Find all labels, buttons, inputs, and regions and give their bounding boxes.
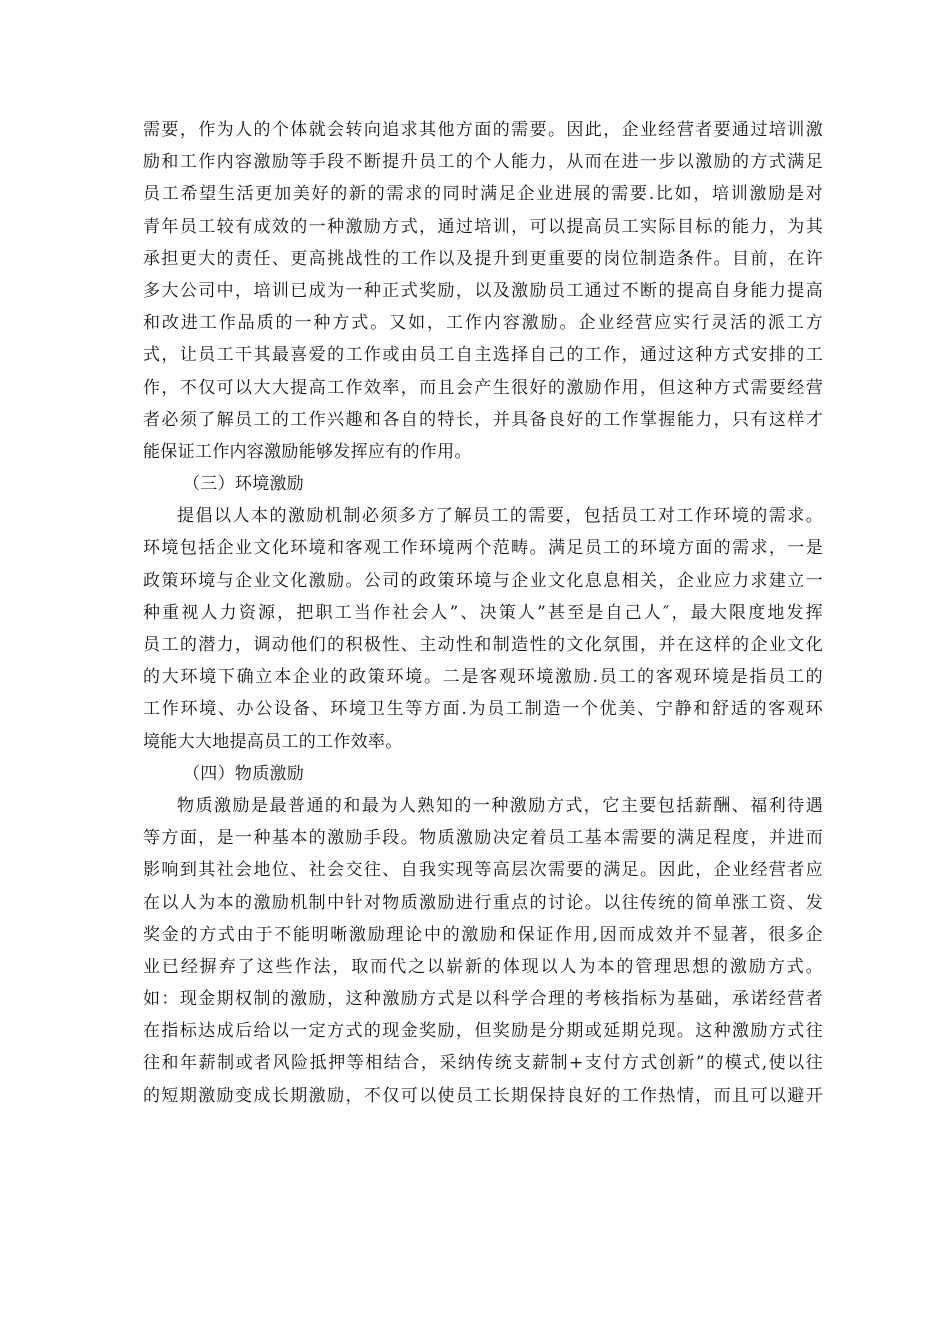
paragraph-line: 员工希望生活更加美好的新的需求的同时满足企业进展的需要.比如，培训激励是对 xyxy=(143,184,823,205)
paragraph-line: 需要，作为人的个体就会转向追求其他方面的需要。因此，企业经营者要通过培训激 xyxy=(143,120,823,140)
paragraph-line: 奖金的方式由于不能明晰激励理论中的激励和保证作用,因而成效并不显著，很多企 xyxy=(143,924,823,945)
paragraph-line: 如：现金期权制的激励，这种激励方式是以科学合理的考核指标为基础，承诺经营者 xyxy=(143,989,823,1010)
paragraph-line: 提倡以人本的激励机制必须多方了解员工的需要，包括员工对工作环境的需求。 xyxy=(177,506,823,527)
section-heading: （四）物质激励 xyxy=(183,763,305,784)
paragraph-line: 等方面，是一种基本的激励手段。物质激励决定着员工基本需要的满足程度，并进而 xyxy=(143,828,823,849)
paragraph-line: 物质激励是最普通的和最为人熟知的一种激励方式，它主要包括薪酬、福利待遇 xyxy=(177,795,823,816)
paragraph-line: 在指标达成后给以一定方式的现金奖励，但奖励是分期或延期兑现。这种激励方式往 xyxy=(143,1021,823,1042)
paragraph-line: 往和年薪制或者风险抵押等相结合，采纳传统支薪制+支付方式创新”的模式,使以往 xyxy=(143,1053,823,1074)
paragraph-line: 作，不仅可以大大提高工作效率，而且会产生很好的激励作用，但这种方式需要经营 xyxy=(143,377,823,398)
paragraph-line: 励和工作内容激励等手段不断提升员工的个人能力，从而在进一步以激励的方式满足 xyxy=(143,152,823,173)
paragraph-line: 能保证工作内容激励能够发挥应有的作用。 xyxy=(143,441,472,462)
paragraph-line: 政策环境与企业文化激励。公司的政策环境与企业文化息息相关，企业应力求建立一 xyxy=(143,570,823,591)
paragraph-line: 影响到其社会地位、社会交往、自我实现等高层次需要的满足。因此，企业经营者应 xyxy=(143,860,823,881)
paragraph-line: 承担更大的责任、更高挑战性的工作以及提升到更重要的岗位制造条件。目前，在许 xyxy=(143,248,823,269)
paragraph-line: 境能大大地提高员工的工作效率。 xyxy=(143,731,403,752)
paragraph-line: 种重视人力资源，把职工当作社会人”、决策人”甚至是自己人″，最大限度地发挥 xyxy=(143,602,823,623)
paragraph-line: 员工的潜力，调动他们的积极性、主动性和制造性的文化氛围，并在这样的企业文化 xyxy=(143,635,823,655)
paragraph-line: 在以人为本的激励机制中针对物质激励进行重点的讨论。以往传统的简单涨工资、发 xyxy=(143,892,823,913)
paragraph-line: 的短期激励变成长期激励，不仅可以使员工长期保持良好的工作热情，而且可以避开 xyxy=(143,1085,823,1106)
paragraph-line: 的大环境下确立本企业的政策环境。二是客观环境激励.员工的客观环境是指员工的 xyxy=(143,667,823,688)
paragraph-line: 和改进工作品质的一种方式。又如，工作内容激励。企业经营应实行灵活的派工方 xyxy=(143,313,823,334)
paragraph-line: 青年员工较有成效的一种激励方式，通过培训，可以提高员工实际目标的能力，为其 xyxy=(143,216,823,237)
paragraph-line: 者必须了解员工的工作兴趣和各自的特长，并具备良好的工作掌握能力，只有这样才 xyxy=(143,409,823,430)
paragraph-line: 式，让员工干其最喜爱的工作或由员工自主选择自己的工作，通过这种方式安排的工 xyxy=(143,345,823,366)
paragraph-line: 业已经摒弃了这些作法，取而代之以崭新的体现以人为本的管理思想的激励方式。 xyxy=(143,956,823,977)
paragraph-line: 多大公司中，培训已成为一种正式奖励，以及激励员工通过不断的提高自身能力提高 xyxy=(143,280,823,301)
section-heading: （三）环境激励 xyxy=(183,474,305,495)
body-text xyxy=(143,114,823,1112)
paragraph-line: 环境包括企业文化环境和客观工作环境两个范畴。满足员工的环境方面的需求，一是 xyxy=(143,538,823,559)
paragraph-line: 工作环境、办公设备、环境卫生等方面.为员工制造一个优美、宁静和舒适的客观环 xyxy=(143,699,823,720)
